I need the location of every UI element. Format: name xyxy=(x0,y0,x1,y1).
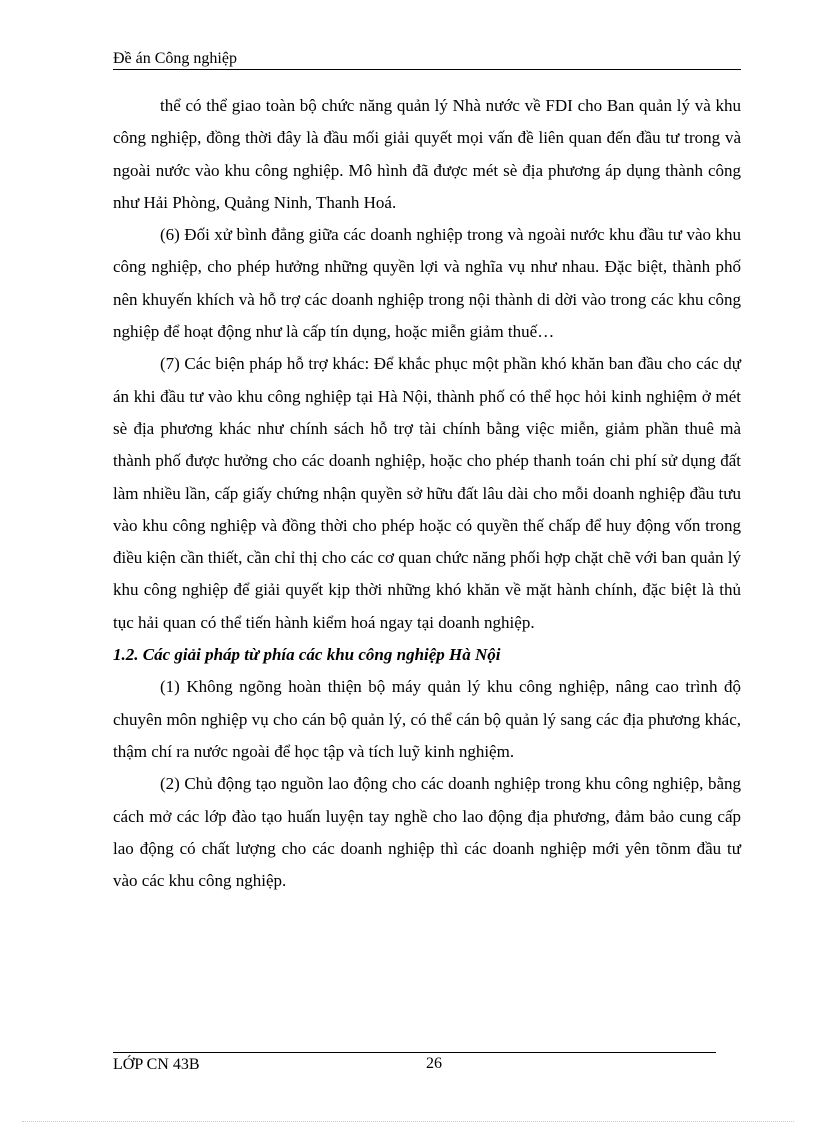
footer-divider xyxy=(113,1052,716,1053)
page-number: 26 xyxy=(426,1055,442,1072)
paragraph-management-improvement: (1) Không ngõng hoàn thiện bộ máy quản lý khu công nghiệp, nâng cao trình độ chuyên môn nghiệp vụ cho cán bộ quản lý, có thể cán bộ quản lý sang các địa phương khác, thậm chí ra nước ngoài để học tập và tích luỹ kinh nghiệm. xyxy=(113,677,741,761)
page-header-title: Đề án Công nghiệp xyxy=(113,50,237,67)
paragraph-fdi-management: thể có thể giao toàn bộ chức năng quản lý Nhà nước về FDI cho Ban quản lý và khu công nghiệp, đồng thời đây là đầu mối giải quyết mọi vấn đề liên quan đến đầu tư trong và ngoài nước vào khu công nghiệp. Mô hình đã được mét sè địa phương áp dụng thành công như Hải Phòng, Quảng Ninh, Thanh Hoá. xyxy=(113,96,741,212)
paragraph-labor-supply: (2) Chủ động tạo nguồn lao động cho các doanh nghiệp trong khu công nghiệp, bằng cách mở các lớp đào tạo huấn luyện tay nghề cho lao động địa phương, đảm bảo cung cấp lao động có chất lượng cho các doanh nghiệp thì các doanh nghiệp mới yên tõnm đầu tư vào các khu công nghiệp. xyxy=(113,774,741,891)
header-divider xyxy=(113,69,741,70)
page-bottom-edge xyxy=(22,1121,794,1122)
document-body xyxy=(113,90,741,897)
paragraph-equal-treatment: (6) Đối xử bình đẳng giữa các doanh nghiệp trong và ngoài nước khu đầu tư vào khu công nghiệp, cho phép hưởng những quyền lợi và nghĩa vụ như nhau. Đặc biệt, thành phố nên khuyến khích và hỗ trợ các doanh nghiệp trong nội thành di dời vào trong các khu công nghiệp để hoạt động như là cấp tín dụng, hoặc miễn giảm thuế… xyxy=(113,225,741,342)
section-heading: 1.2. Các giải pháp từ phía các khu công nghiệp Hà Nội xyxy=(113,645,501,665)
paragraph-support-measures: (7) Các biện pháp hỗ trợ khác: Để khắc phục một phần khó khăn ban đầu cho các dự án khi đầu tư vào khu công nghiệp tại Hà Nội, thành phố có thể học hỏi kinh nghiệm ở mét sè địa phương khác như chính sách hỗ trợ tài chính bằng việc miễn, giảm phần thuê mà thành phố được hưởng cho các doanh nghiệp, hoặc cho phép thanh toán chi phí sử dụng đất làm nhiều lần, cấp giấy chứng nhận quyền sở hữu đất lâu dài cho mỗi doanh nghiệp đầu tưu vào khu công nghiệp và đồng thời cho phép hoặc có quyền thế chấp để huy động vốn trong điều kiện cần thiết, cần chỉ thị cho các cơ quan chức năng phối hợp chặt chẽ với ban quản lý khu công nghiệp để giải quyết kịp thời những khó khăn về mặt hành chính, đặc biệt là thủ tục hải quan có thể tiến hành kiểm hoá ngay tại doanh nghiệp. xyxy=(113,354,741,632)
footer-class-label: LỚP CN 43B xyxy=(113,1056,200,1073)
